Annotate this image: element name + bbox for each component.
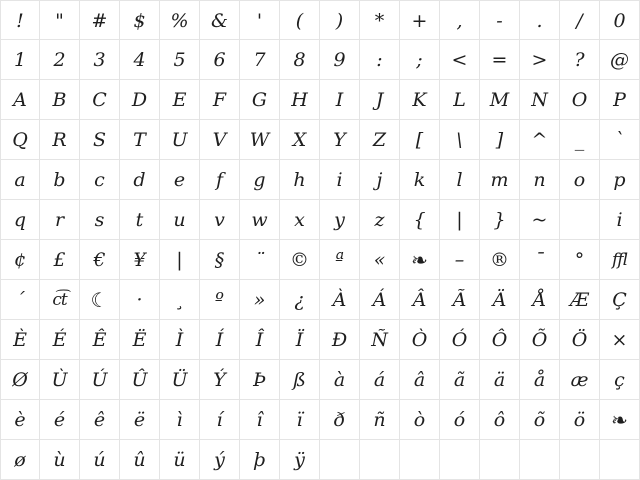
glyph-cell[interactable]: d — [120, 160, 160, 200]
glyph-cell[interactable]: i — [320, 160, 360, 200]
glyph-cell[interactable]: ^ — [520, 120, 560, 160]
glyph-cell[interactable]: é — [40, 400, 80, 440]
glyph-cell[interactable]: x — [280, 200, 320, 240]
glyph-cell[interactable]: € — [80, 240, 120, 280]
glyph-cell[interactable]: j — [360, 160, 400, 200]
glyph-cell[interactable]: ! — [0, 0, 40, 40]
glyph-cell[interactable]: Ë — [120, 320, 160, 360]
floral-ornament-icon[interactable]: ❧ — [600, 400, 640, 440]
glyph-cell[interactable]: ù — [40, 440, 80, 480]
glyph-cell[interactable]: ? — [560, 40, 600, 80]
glyph-cell[interactable]: » — [240, 280, 280, 320]
glyph-cell[interactable]: Ó — [440, 320, 480, 360]
glyph-cell[interactable]: ã — [440, 360, 480, 400]
glyph-cell[interactable]: É — [40, 320, 80, 360]
glyph-cell[interactable]: \ — [440, 120, 480, 160]
glyph-cell[interactable]: ö — [560, 400, 600, 440]
glyph-cell[interactable]: i — [600, 200, 640, 240]
glyph-cell[interactable]: × — [600, 320, 640, 360]
glyph-cell[interactable]: I — [320, 80, 360, 120]
glyph-cell[interactable]: Þ — [240, 360, 280, 400]
glyph-cell[interactable]: q — [0, 200, 40, 240]
glyph-cell[interactable]: ] — [480, 120, 520, 160]
glyph-cell[interactable]: M — [480, 80, 520, 120]
glyph-cell[interactable]: R — [40, 120, 80, 160]
glyph-cell[interactable]: z — [360, 200, 400, 240]
glyph-cell[interactable]: y — [320, 200, 360, 240]
glyph-cell[interactable]: - — [480, 0, 520, 40]
glyph-cell[interactable]: . — [520, 0, 560, 40]
glyph-cell[interactable]: Ò — [400, 320, 440, 360]
glyph-cell[interactable]: o — [560, 160, 600, 200]
empty-cell — [480, 440, 520, 480]
glyph-cell[interactable]: ´ — [0, 280, 40, 320]
empty-cell — [560, 200, 600, 240]
glyph-cell[interactable]: % — [160, 0, 200, 40]
glyph-cell[interactable]: î — [240, 400, 280, 440]
glyph-cell[interactable]: £ — [40, 240, 80, 280]
glyph-cell[interactable]: 9 — [320, 40, 360, 80]
glyph-cell[interactable]: Ü — [160, 360, 200, 400]
glyph-cell[interactable]: ý — [200, 440, 240, 480]
glyph-cell[interactable]: ç — [600, 360, 640, 400]
glyph-cell[interactable]: 2 — [40, 40, 80, 80]
glyph-cell[interactable]: u — [160, 200, 200, 240]
glyph-cell[interactable]: ò — [400, 400, 440, 440]
glyph-cell[interactable]: à — [320, 360, 360, 400]
glyph-cell[interactable]: ® — [480, 240, 520, 280]
glyph-cell[interactable]: N — [520, 80, 560, 120]
glyph-cell[interactable]: Ì — [160, 320, 200, 360]
glyph-cell[interactable]: ð — [320, 400, 360, 440]
glyph-cell[interactable]: O — [560, 80, 600, 120]
glyph-cell[interactable]: Æ — [560, 280, 600, 320]
glyph-cell[interactable]: Ö — [560, 320, 600, 360]
glyph-cell[interactable]: 8 — [280, 40, 320, 80]
glyph-cell[interactable]: ° — [560, 240, 600, 280]
glyph-cell[interactable]: w — [240, 200, 280, 240]
glyph-cell[interactable]: 1 — [0, 40, 40, 80]
glyph-cell[interactable]: $ — [120, 0, 160, 40]
glyph-cell[interactable]: æ — [560, 360, 600, 400]
glyph-cell[interactable]: ë — [120, 400, 160, 440]
glyph-cell[interactable]: Ñ — [360, 320, 400, 360]
empty-cell — [560, 440, 600, 480]
glyph-cell[interactable]: ÿ — [280, 440, 320, 480]
glyph-cell[interactable]: t — [120, 200, 160, 240]
floral-ornament-icon[interactable]: ❧ — [400, 240, 440, 280]
glyph-cell[interactable]: G — [240, 80, 280, 120]
glyph-cell[interactable]: , — [440, 0, 480, 40]
crescent-moon-icon[interactable]: ☾ — [80, 280, 120, 320]
glyph-cell[interactable]: 4 — [120, 40, 160, 80]
glyph-cell[interactable]: À — [320, 280, 360, 320]
glyph-cell[interactable]: ß — [280, 360, 320, 400]
glyph-cell[interactable]: X — [280, 120, 320, 160]
glyph-cell[interactable]: * — [360, 0, 400, 40]
glyph-cell[interactable]: V — [200, 120, 240, 160]
glyph-cell[interactable]: Û — [120, 360, 160, 400]
glyph-cell[interactable]: È — [0, 320, 40, 360]
glyph-cell[interactable]: v — [200, 200, 240, 240]
glyph-cell[interactable]: Ç — [600, 280, 640, 320]
glyph-cell[interactable]: : — [360, 40, 400, 80]
glyph-cell[interactable]: Á — [360, 280, 400, 320]
glyph-cell[interactable]: ~ — [520, 200, 560, 240]
glyph-cell[interactable]: Å — [520, 280, 560, 320]
glyph-cell[interactable]: K — [400, 80, 440, 120]
glyph-cell[interactable]: ó — [440, 400, 480, 440]
glyph-cell[interactable]: Ã — [440, 280, 480, 320]
glyph-cell[interactable]: º — [200, 280, 240, 320]
glyph-cell[interactable]: â — [400, 360, 440, 400]
glyph-cell[interactable]: l — [440, 160, 480, 200]
glyph-cell[interactable]: ¯ — [520, 240, 560, 280]
glyph-cell[interactable]: ï — [280, 400, 320, 440]
glyph-cell[interactable]: ¥ — [120, 240, 160, 280]
glyph-cell[interactable]: ; — [400, 40, 440, 80]
glyph-cell[interactable]: # — [80, 0, 120, 40]
glyph-cell[interactable]: Ï — [280, 320, 320, 360]
glyph-cell[interactable]: P — [600, 80, 640, 120]
glyph-cell[interactable]: Ø — [0, 360, 40, 400]
glyph-cell[interactable]: D — [120, 80, 160, 120]
glyph-cell[interactable]: U — [160, 120, 200, 160]
glyph-cell[interactable]: « — [360, 240, 400, 280]
glyph-cell[interactable]: 5 — [160, 40, 200, 80]
glyph-cell[interactable]: C — [80, 80, 120, 120]
glyph-cell[interactable]: § — [200, 240, 240, 280]
glyph-cell[interactable]: ú — [80, 440, 120, 480]
glyph-cell[interactable]: Y — [320, 120, 360, 160]
glyph-cell[interactable]: ( — [280, 0, 320, 40]
glyph-cell[interactable]: û — [120, 440, 160, 480]
empty-cell — [320, 440, 360, 480]
glyph-cell[interactable]: ` — [600, 120, 640, 160]
empty-cell — [440, 440, 480, 480]
glyph-cell[interactable]: ¨ — [240, 240, 280, 280]
glyph-cell[interactable]: ü — [160, 440, 200, 480]
glyph-cell[interactable]: ì — [160, 400, 200, 440]
glyph-cell[interactable]: p — [600, 160, 640, 200]
glyph-cell[interactable]: " — [40, 0, 80, 40]
glyph-cell[interactable]: Ô — [480, 320, 520, 360]
glyph-cell[interactable]: E — [160, 80, 200, 120]
glyph-cell[interactable]: 6 — [200, 40, 240, 80]
glyph-cell[interactable]: Ê — [80, 320, 120, 360]
empty-cell — [600, 440, 640, 480]
glyph-cell[interactable]: k — [400, 160, 440, 200]
glyph-cell[interactable]: S — [80, 120, 120, 160]
glyph-cell[interactable]: ¿ — [280, 280, 320, 320]
ct-ligature[interactable]: c͡t — [40, 280, 80, 320]
glyph-cell[interactable]: ' — [240, 0, 280, 40]
glyph-cell[interactable]: h — [280, 160, 320, 200]
glyph-cell[interactable]: Q — [0, 120, 40, 160]
glyph-cell[interactable]: < — [440, 40, 480, 80]
glyph-cell[interactable]: { — [400, 200, 440, 240]
glyph-cell[interactable]: 3 — [80, 40, 120, 80]
glyph-cell[interactable]: n — [520, 160, 560, 200]
glyph-cell[interactable]: Ý — [200, 360, 240, 400]
glyph-cell[interactable]: Z — [360, 120, 400, 160]
glyph-cell[interactable]: H — [280, 80, 320, 120]
glyph-cell[interactable]: – — [440, 240, 480, 280]
glyph-cell[interactable]: è — [0, 400, 40, 440]
glyph-cell[interactable]: © — [280, 240, 320, 280]
glyph-cell[interactable]: / — [560, 0, 600, 40]
glyph-cell[interactable]: ñ — [360, 400, 400, 440]
glyph-cell[interactable]: Ù — [40, 360, 80, 400]
glyph-cell[interactable]: _ — [560, 120, 600, 160]
glyph-cell[interactable]: õ — [520, 400, 560, 440]
glyph-cell[interactable]: | — [160, 240, 200, 280]
glyph-cell[interactable]: A — [0, 80, 40, 120]
glyph-cell[interactable]: c — [80, 160, 120, 200]
glyph-cell[interactable]: Ä — [480, 280, 520, 320]
glyph-cell[interactable]: Â — [400, 280, 440, 320]
glyph-cell[interactable]: Õ — [520, 320, 560, 360]
glyph-cell[interactable]: f — [200, 160, 240, 200]
glyph-cell[interactable]: + — [400, 0, 440, 40]
glyph-cell[interactable]: L — [440, 80, 480, 120]
glyph-cell[interactable]: í — [200, 400, 240, 440]
glyph-cell[interactable]: þ — [240, 440, 280, 480]
glyph-cell[interactable]: Ú — [80, 360, 120, 400]
glyph-cell[interactable]: > — [520, 40, 560, 80]
glyph-cell[interactable]: m — [480, 160, 520, 200]
glyph-cell[interactable]: ê — [80, 400, 120, 440]
empty-cell — [520, 440, 560, 480]
glyph-cell[interactable]: á — [360, 360, 400, 400]
glyph-cell[interactable]: a — [0, 160, 40, 200]
glyph-cell[interactable]: F — [200, 80, 240, 120]
glyph-cell[interactable]: Í — [200, 320, 240, 360]
glyph-cell[interactable]: J — [360, 80, 400, 120]
glyph-cell[interactable]: [ — [400, 120, 440, 160]
glyph-cell[interactable]: ª — [320, 240, 360, 280]
glyph-cell[interactable]: ¸ — [160, 280, 200, 320]
glyph-cell[interactable]: r — [40, 200, 80, 240]
empty-cell — [360, 440, 400, 480]
glyph-cell[interactable]: · — [120, 280, 160, 320]
glyph-cell[interactable]: } — [480, 200, 520, 240]
glyph-cell[interactable]: e — [160, 160, 200, 200]
glyph-cell[interactable]: @ — [600, 40, 640, 80]
glyph-cell[interactable]: å — [520, 360, 560, 400]
glyph-cell[interactable]: Î — [240, 320, 280, 360]
glyph-cell[interactable]: ä — [480, 360, 520, 400]
glyph-cell[interactable]: = — [480, 40, 520, 80]
glyph-cell[interactable]: ø — [0, 440, 40, 480]
glyph-cell[interactable]: B — [40, 80, 80, 120]
glyph-cell[interactable]: ô — [480, 400, 520, 440]
glyph-cell[interactable]: b — [40, 160, 80, 200]
empty-cell — [400, 440, 440, 480]
glyph-cell[interactable]: s — [80, 200, 120, 240]
glyph-cell[interactable]: 7 — [240, 40, 280, 80]
glyph-cell[interactable]: & — [200, 0, 240, 40]
glyph-cell[interactable]: T — [120, 120, 160, 160]
glyph-cell[interactable]: 0 — [600, 0, 640, 40]
glyph-cell[interactable]: ) — [320, 0, 360, 40]
glyph-cell[interactable]: W — [240, 120, 280, 160]
ffl-ligature[interactable]: ffl — [600, 240, 640, 280]
glyph-cell[interactable]: | — [440, 200, 480, 240]
glyph-cell[interactable]: Ð — [320, 320, 360, 360]
glyph-cell[interactable]: g — [240, 160, 280, 200]
glyph-cell[interactable]: ¢ — [0, 240, 40, 280]
